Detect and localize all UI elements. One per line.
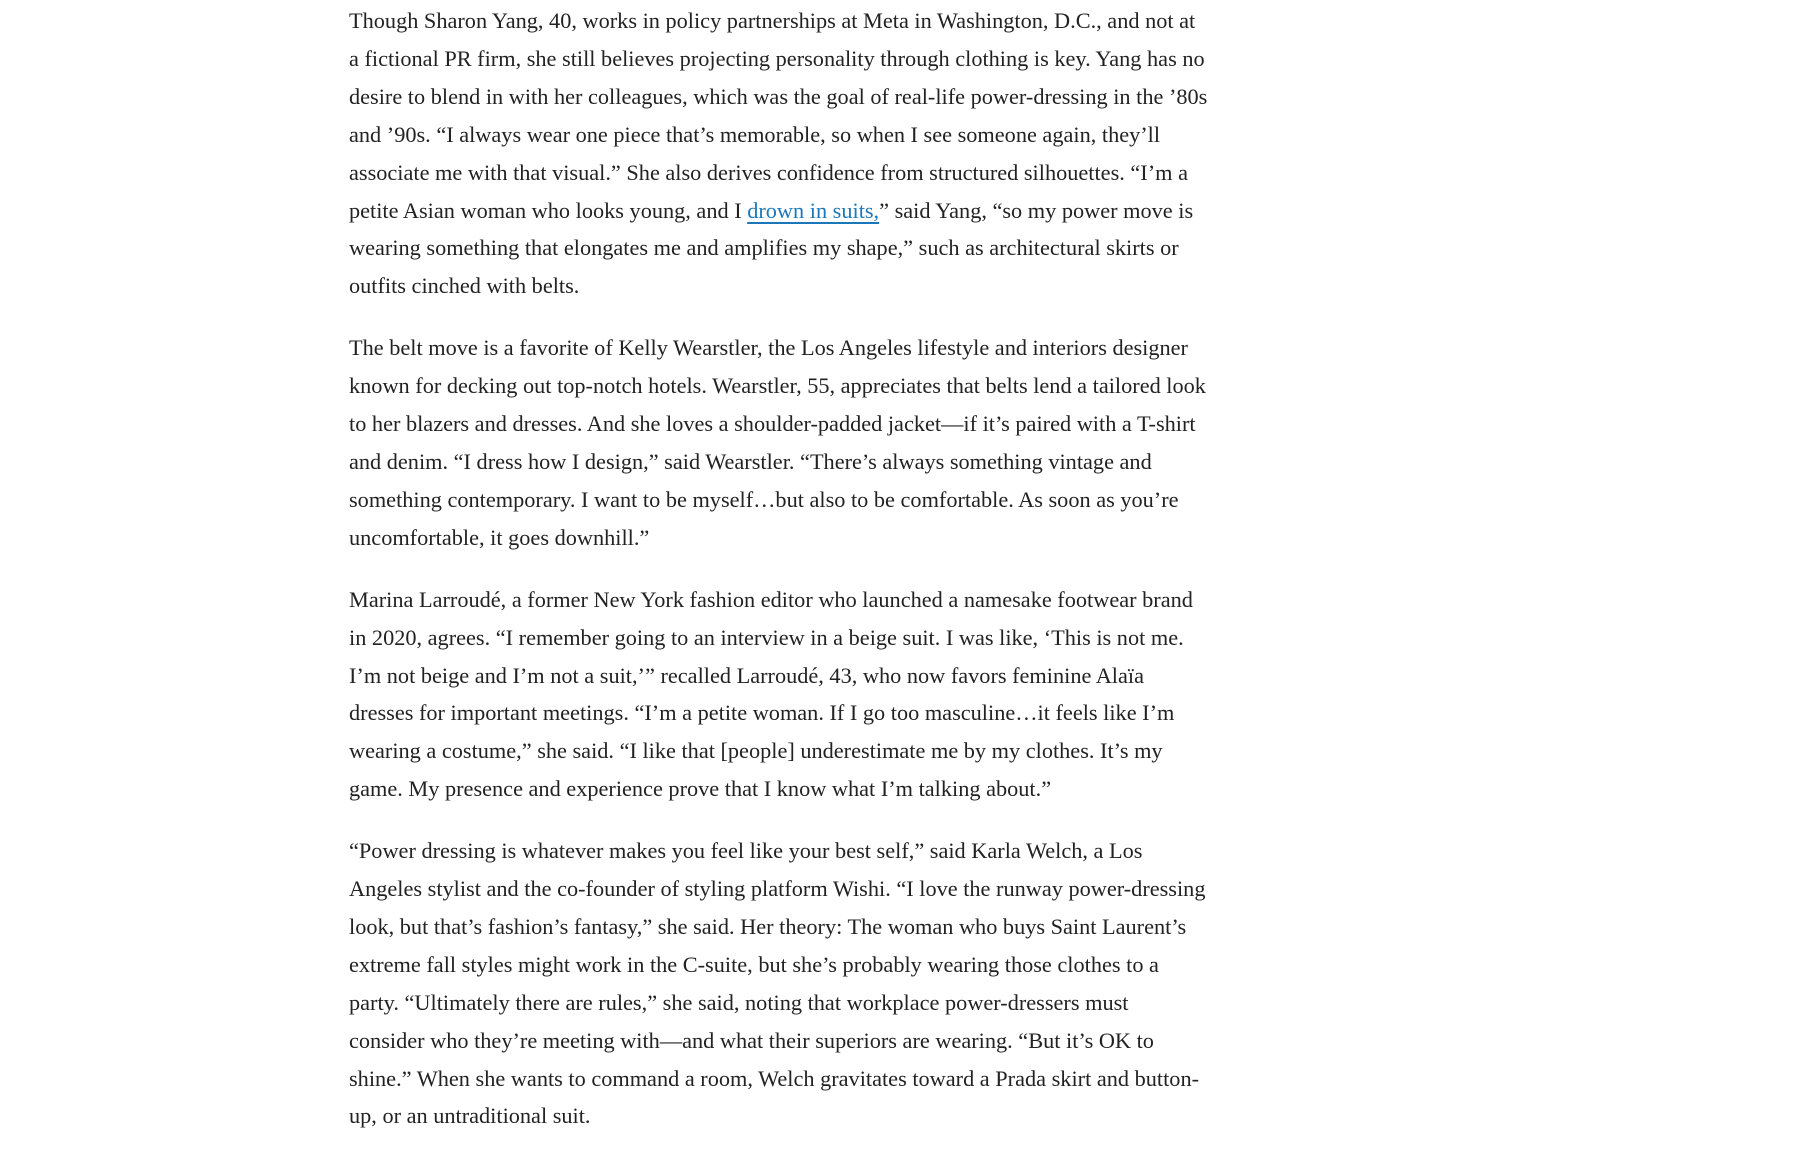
inline-link-drown-in-suits[interactable]: drown in suits, bbox=[747, 197, 880, 223]
paragraph-text: Though Sharon Yang, 40, works in policy partnerships at Meta in Washington, D.C., and not at a fictional PR firm, she still believes projecting personality through clothing is key. Yang has no desire to blend in with her colleagues, which was the goal of real-life power-dressing in the ’80s and ’90s. “I always wear one piece that’s memorable, so when I see someone again, they’ll associate me with that visual.” She also derives confidence from structured silhouettes. “I’m a petite Asian woman who looks young, and I bbox=[349, 8, 1208, 223]
paragraph-text: The belt move is a favorite of Kelly Wearstler, the Los Angeles lifestyle and interiors designer known for decking out top-notch hotels. Wearstler, 55, appreciates that belts lend a tailored look to her blazers and dresses. And she loves a shoulder-padded jacket—if it’s paired with a T-shirt and denim. “I dress how I design,” said Wearstler. “There’s always something vintage and something contemporary. I want to be myself…but also to be comfortable. As soon as you’re uncomfortable, it goes downhill.” bbox=[349, 335, 1206, 550]
article-body bbox=[349, 0, 1209, 1159]
paragraph-text: Marina Larroudé, a former New York fashion editor who launched a namesake footwear brand in 2020, agrees. “I remember going to an interview in a beige suit. I was like, ‘This is not me. I’m not beige and I’m not a suit,’” recalled Larroudé, 43, who now favors feminine Alaïa dresses for important meetings. “I’m a petite woman. If I go too masculine…it feels like I’m wearing a costume,” she said. “I like that [people] underestimate me by my clothes. It’s my game. My presence and experience prove that I know what I’m talking about.” bbox=[349, 586, 1193, 802]
article-paragraph bbox=[349, 832, 1209, 1135]
article-paragraph bbox=[349, 581, 1209, 808]
paragraph-text: ” said Yang, “so my power move is wearing something that elongates me and amplifies my shape,” such as architectural skirts or outfits cinched with belts. bbox=[349, 197, 1194, 299]
article-paragraph bbox=[349, 2, 1209, 305]
article-paragraph bbox=[349, 329, 1209, 556]
paragraph-text: “Power dressing is whatever makes you feel like your best self,” said Karla Welch, a Los Angeles stylist and the co-founder of styling platform Wishi. “I love the runway power-dressing look, but that’s fashion’s fantasy,” she said. Her theory: The woman who buys Saint Laurent’s extreme fall styles might work in the C-suite, but she’s probably wearing those clothes to a party. “Ultimately there are rules,” she said, noting that workplace power-dressers must consider who they’re meeting with—and what their superiors are wearing. “But it’s OK to shine.” When she wants to command a room, Welch gravitates toward a Prada skirt and button-up, or an untraditional suit. bbox=[349, 838, 1206, 1129]
